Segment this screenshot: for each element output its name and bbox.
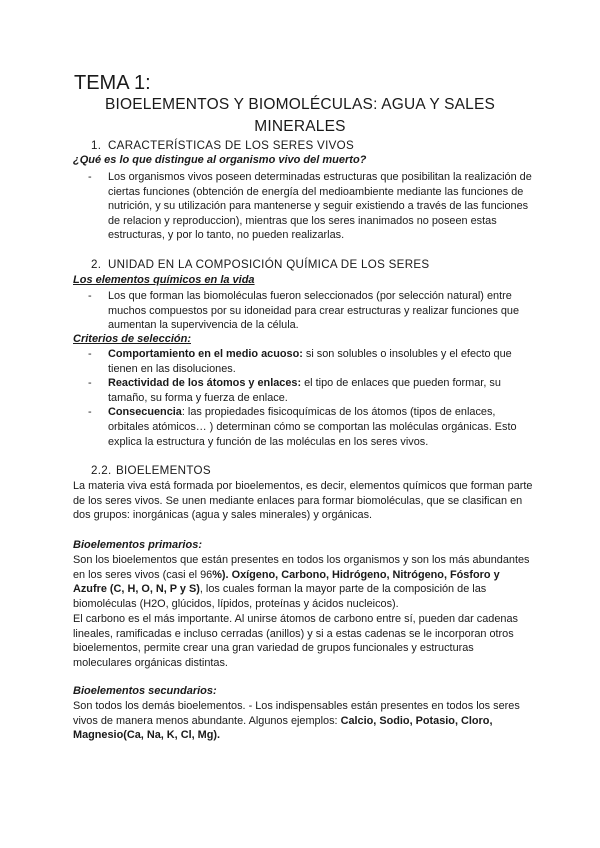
list-item-text: Los que forman las biomoléculas fueron seleccionados (por selección natural) entre muchos compuestos por su idoneidad para crear estructuras y realizar funciones que aumentan la supervivencia de la célula.	[108, 290, 520, 332]
bullet-dash: -	[88, 171, 92, 183]
bullet-dash: -	[88, 290, 92, 302]
criteria-text: : las propiedades fisicoquímicas de los átomos (tipos de enlaces, orbitales atómicos… ) determinan cómo se comportan las moléculas orgánicas. Esto explica la estructura y función de las moléculas en los seres vivos.	[108, 406, 517, 448]
primary-elements-list: Oxígeno, Carbono, Hidrógeno, Nitrógeno, Fósforo y Azufre (C, H, O, N, P y S)	[73, 568, 500, 596]
section-1-question: ¿Qué es lo que distingue al organismo vivo del muerto?	[73, 154, 367, 166]
section-1-list	[88, 170, 533, 243]
primary-text-d: , los cuales forman la mayor parte de la composición de las biomoléculas (H2O, glúcidos, lípidos, proteínas y ácidos nucleicos).	[73, 583, 487, 610]
section-1-heading	[91, 139, 354, 152]
secondary-bioelements-paragraph	[73, 699, 533, 743]
primary-bioelements-paragraph	[73, 553, 533, 611]
section-2-heading	[91, 258, 429, 271]
section-1-number: 1.	[91, 139, 102, 152]
secondary-text: Son todos los demás bioelementos. - Los indispensables están presentes en todos los seres vivos de manera menos abundante. Algunos ejemplos:	[73, 700, 520, 727]
criteria-text: el tipo de enlaces que pueden formar, su tamaño, su forma y fuerza de enlace.	[108, 377, 501, 404]
section-2-2-number: 2.2.	[91, 464, 112, 477]
document-title-line2: MINERALES	[254, 118, 346, 135]
primary-text-a: Son los bioelementos que están presentes en todos los organismos y son los más abundantes en los seres vivos (casi el 96	[73, 554, 530, 581]
primary-text-b: %).	[212, 568, 232, 581]
criteria-term: Consecuencia	[108, 406, 182, 419]
bullet-dash: -	[88, 406, 92, 419]
section-2-subheading-criteria: Criterios de selección:	[73, 333, 191, 345]
section-2-number: 2.	[91, 258, 102, 271]
list-item	[88, 170, 533, 243]
criteria-term: Comportamiento en el medio acuoso:	[108, 348, 303, 360]
tema-heading: TEMA 1:	[74, 72, 151, 94]
criteria-item	[88, 376, 533, 405]
list-item-text: Los organismos vivos poseen determinadas estructuras que posibilitan la realización de ciertas funciones (obtención de energía del medioambiente mediante las funciones de nutrición, y su utilización para mantenerse y seguir existiendo a través de las funciones de relacion y reproduccion), mientras que los seres inanimados no poseen estas estructuras, y por lo tanto, no pueden realizarlas.	[108, 171, 532, 242]
carbon-paragraph: El carbono es el más importante. Al unirse átomos de carbono entre sí, pueden dar cadenas lineales, ramificadas e incluso cerradas (anillos) y si a estas cadenas se le incorporan otros bioelementos, permite crear una gran variedad de grupos funcionales y estructuras moleculares orgánicas distintas.	[73, 613, 518, 669]
criteria-item	[88, 405, 533, 449]
section-2-2-heading	[91, 464, 211, 477]
criteria-item	[88, 347, 533, 376]
section-2-list	[88, 289, 533, 333]
section-1-title: CARACTERÍSTICAS DE LOS SERES VIVOS	[108, 139, 354, 152]
section-2-2-title: BIOELEMENTOS	[116, 464, 211, 477]
section-2-subheading-elements: Los elementos químicos en la vida	[73, 274, 255, 286]
primary-bioelements-heading: Bioelementos primarios:	[73, 539, 202, 551]
bioelements-intro: La materia viva está formada por bioelementos, es decir, elementos químicos que forman parte de los seres vivos. Se unen mediante enlaces para formar biomoléculas, que se clasifican en dos grupos: inorgánicas (agua y sales minerales) y orgánicas.	[73, 480, 533, 522]
section-2-title: UNIDAD EN LA COMPOSICIÓN QUÍMICA DE LOS SERES	[108, 258, 430, 271]
secondary-bioelements-heading: Bioelementos secundarios:	[73, 685, 217, 697]
criteria-list	[88, 347, 533, 449]
list-item	[88, 289, 533, 333]
bullet-dash: -	[88, 377, 92, 390]
bullet-dash: -	[88, 348, 92, 360]
criteria-text: si son solubles o insolubles y el efecto que tienen en las disoluciones.	[108, 348, 512, 375]
secondary-elements-list: Calcio, Sodio, Potasio, Cloro, Magnesio(Ca, Na, K, Cl, Mg).	[73, 714, 493, 742]
document-title-line1: BIOELEMENTOS Y BIOMOLÉCULAS: AGUA Y SALES	[104, 96, 496, 113]
criteria-term: Reactividad de los átomos y enlaces:	[108, 377, 302, 390]
